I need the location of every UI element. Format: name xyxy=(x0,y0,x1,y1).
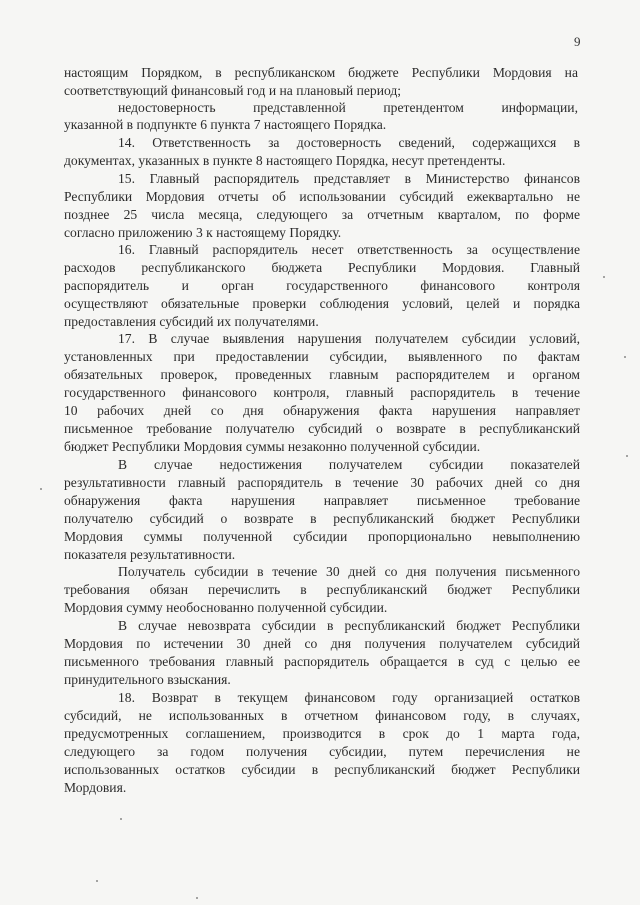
text-line: настоящим Порядком, в республиканском бюджете Республики Мордовия на xyxy=(64,65,578,80)
text-line: предусмотренных соглашением, производится в срок до 1 марта года, xyxy=(64,726,580,741)
text-line: 15. Главный распорядитель представляет в Министерство финансов xyxy=(118,171,580,186)
text-line: требования обязан перечислить в республиканский бюджет Республики xyxy=(64,582,580,597)
text-line: бюджет Республики Мордовия суммы незаконно полученной субсидии. xyxy=(64,439,481,454)
text-line: указанной в подпункте 6 пункта 7 настоящего Порядка. xyxy=(64,117,387,132)
text-line: обнаружения факта нарушения направляет письменное требование xyxy=(64,493,580,508)
text-line: документах, указанных в пункте 8 настоящего Порядка, несут претенденты. xyxy=(64,153,506,168)
scan-speck xyxy=(120,818,122,820)
text-line: Мордовия суммы полученной субсидии пропорционально невыполнению xyxy=(64,529,580,544)
text-line: осуществляют обязательные проверки соблюдения условий, целей и порядка xyxy=(64,296,580,311)
text-line: соответствующий финансовый год и на плановый период; xyxy=(64,83,402,98)
scan-speck xyxy=(603,276,605,278)
text-line: расходов республиканского бюджета Республики Мордовия. Главный xyxy=(64,260,580,275)
text-line: субсидий, не использованных в отчетном финансовом году, в случаях, xyxy=(64,708,580,723)
text-line: позднее 25 числа месяца, следующего за отчетным кварталом, по форме xyxy=(64,207,580,222)
scan-speck xyxy=(626,455,628,457)
scan-speck xyxy=(624,356,626,358)
text-line: предоставления субсидий их получателями. xyxy=(64,314,319,329)
text-line: обязательных проверок, проведенных главным распорядителем и органом xyxy=(64,367,580,382)
text-line: Мордовия сумму необоснованно полученной субсидии. xyxy=(64,600,388,615)
text-line: В случае невозврата субсидии в республиканский бюджет Республики xyxy=(118,618,580,633)
text-line: 16. Главный распорядитель несет ответственность за осуществление xyxy=(118,242,580,257)
text-line: Мордовия. xyxy=(64,780,127,795)
text-line: согласно приложению 3 к настоящему Порядку. xyxy=(64,225,342,240)
text-line: Республики Мордовия отчеты об использовании субсидий ежеквартально не xyxy=(64,189,580,204)
text-line: 17. В случае выявления нарушения получателем субсидии условий, xyxy=(118,331,580,346)
text-line: Мордовия по истечении 30 дней со дня получения получателем субсидий xyxy=(64,636,580,651)
text-line: Получатель субсидии в течение 30 дней со дня получения письменного xyxy=(118,564,580,579)
text-line: использованных остатков субсидии в республиканский бюджет Республики xyxy=(64,762,580,777)
text-line: получателю субсидий о возврате в республиканский бюджет Республики xyxy=(64,511,580,526)
text-line: следующего за годом получения субсидии, путем перечисления не xyxy=(64,744,580,759)
page-number: 9 xyxy=(574,34,581,49)
text-line: письменное требование получателю субсидий о возврате в республиканский xyxy=(64,421,580,436)
text-line: недостоверность представленной претендентом информации, xyxy=(118,100,578,115)
scan-speck xyxy=(196,897,198,899)
text-line: распорядитель и орган государственного финансового контроля xyxy=(64,278,580,293)
text-line: результативности главный распорядитель в течение 30 рабочих дней со дня xyxy=(64,475,580,490)
text-line: установленных при предоставлении субсидии, выявленного по фактам xyxy=(64,349,580,364)
text-line: показателя результативности. xyxy=(64,547,236,562)
scan-speck xyxy=(40,488,42,490)
text-line: государственного финансового контроля, главный распорядитель в течение xyxy=(64,385,580,400)
text-line: В случае недостижения получателем субсидии показателей xyxy=(118,457,580,472)
scan-speck xyxy=(96,880,98,882)
text-line: письменного требования главный распорядитель обращается в суд с целью ее xyxy=(64,654,580,669)
text-line: принудительного взыскания. xyxy=(64,672,231,687)
text-line: 10 рабочих дней со дня обнаружения факта нарушения направляет xyxy=(64,403,580,418)
text-line: 14. Ответственность за достоверность сведений, содержащихся в xyxy=(118,135,580,150)
text-line: 18. Возврат в текущем финансовом году организацией остатков xyxy=(118,690,580,705)
